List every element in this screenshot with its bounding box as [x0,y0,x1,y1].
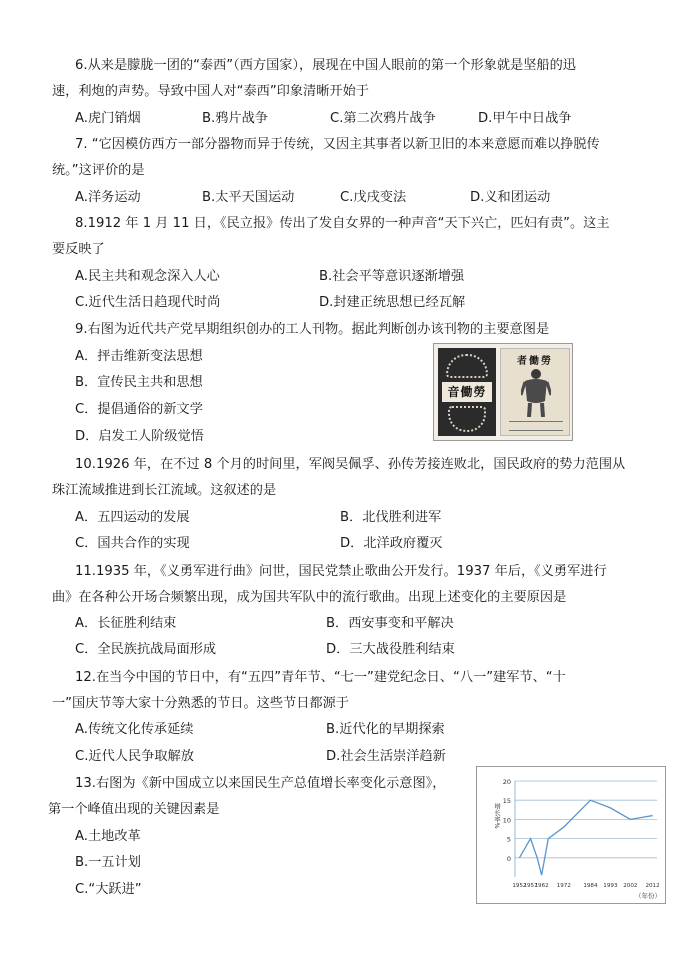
q9-option-a: A．抨击维新变法思想 [75,349,203,364]
q10-line-2: 珠江流域推进到长江流域。这叙述的是 [52,483,277,498]
poster-right-title: 者働勞 [517,356,553,367]
q13-line-2: 第一个峰值出现的关键因素是 [48,802,220,817]
ornament-top [446,354,488,378]
worker-figure-icon [521,367,551,417]
y-axis-label: 增长率% [493,803,501,829]
poster-cover-left [438,348,496,436]
q12-option-b: B.近代化的早期探索 [326,722,445,737]
q10-option-c: C．国共合作的实现 [75,536,190,551]
gnp-growth-chart [476,766,666,904]
q12-option-d: D.社会生活崇洋趋新 [326,749,446,764]
q9-option-d: D．启发工人阶级觉悟 [75,429,204,444]
x-tick-label-1984: 1984 [583,883,598,889]
q6-option-b: B.鸦片战争 [202,111,268,126]
q8-option-d: D.封建正统思想已经瓦解 [319,295,466,310]
poster-left-title: 音働勞 [442,382,492,402]
q6-line-1: 6.从来是朦胧一团的“泰西”（西方国家），展现在中国人眼前的第一个形象就是坚船的迅 [75,58,576,73]
x-tick-label-2012: 2012 [645,883,660,889]
labor-journal-image [433,343,573,441]
q7-line-2: 统。”这评价的是 [52,163,145,178]
q8-option-c: C.近代生活日趋现代时尚 [75,295,221,310]
y-tick-label-15: 15 [502,797,511,806]
q7-option-d: D.义和团运动 [470,190,551,205]
q10-option-b: B．北伐胜利进军 [340,510,442,525]
q9-line-1: 9.右图为近代共产党早期组织创办的工人刊物。据此判断创办该刊物的主要意图是 [75,322,550,337]
y-tick-label-5: 5 [506,835,511,844]
q8-line-2: 要反映了 [52,242,105,257]
series-line-0 [519,800,652,875]
q10-option-d: D．北洋政府覆灭 [340,536,443,551]
q13-option-a: A.土地改革 [75,829,141,844]
y-tick-label-10: 10 [502,816,511,825]
q11-line-2: 曲》在各种公开场合频繁出现，成为国共军队中的流行歌曲。出现上述变化的主要原因是 [52,590,567,605]
q6-line-2: 速，利炮的声势。导致中国人对“泰西”印象清晰开始于 [52,84,369,99]
x-tick-label-1957: 1957 [523,883,538,889]
q11-option-c: C．全民族抗战局面形成 [75,642,217,657]
x-tick-label-2002: 2002 [623,883,638,889]
q9-option-c: C．提倡通俗的新文学 [75,402,203,417]
q13-option-b: B.一五计划 [75,855,141,870]
x-axis-label: （年份） [635,892,661,900]
poster-footer-lines [509,421,563,431]
q12-option-c: C.近代人民争取解放 [75,749,194,764]
q7-option-c: C.戊戌变法 [340,190,407,205]
x-tick-label-1993: 1993 [603,883,618,889]
q6-option-d: D.甲午中日战争 [478,111,572,126]
q13-option-c: C.“大跃进” [75,882,142,897]
q13-line-1: 13.右图为《新中国成立以来国民生产总值增长率变化示意图》， [75,776,446,791]
q7-option-b: B.太平天国运动 [202,190,295,205]
q12-option-a: A.传统文化传承延续 [75,722,194,737]
q12-line-2: 一”国庆节等大家十分熟悉的节日。这些节日都源于 [52,696,349,711]
q11-option-d: D．三大战役胜利结束 [326,642,455,657]
q11-line-1: 11.1935 年，《义勇军进行曲》问世，国民党禁止歌曲公开发行。1937 年后，《义勇军进行 [75,564,607,579]
q6-option-a: A.虎门销烟 [75,111,141,126]
x-tick-label-1952: 1952 [512,883,527,889]
y-tick-label-0: 0 [506,854,511,863]
chart-svg [477,767,665,903]
q9-option-b: B．宣传民主共和思想 [75,375,203,390]
q8-option-a: A.民主共和观念深入人心 [75,269,220,284]
x-tick-label-1962: 1962 [534,883,549,889]
q12-line-1: 12.在当今中国的节日中，有“五四”青年节、“七一”建党纪念日、“八一”建军节、“十 [75,670,566,685]
q11-option-a: A．长征胜利结束 [75,616,177,631]
q7-line-1: 7. “它因模仿西方一部分器物而异于传统，又因主其事者以新卫旧的本来意愿而难以挣脱传 [75,137,600,152]
x-tick-label-1972: 1972 [556,883,571,889]
poster-cover-right [500,348,570,436]
q6-option-c: C.第二次鸦片战争 [330,111,436,126]
q11-option-b: B．西安事变和平解决 [326,616,454,631]
q7-option-a: A.洋务运动 [75,190,141,205]
q8-option-b: B.社会平等意识逐渐增强 [319,269,465,284]
q10-option-a: A．五四运动的发展 [75,510,190,525]
q8-line-1: 8.1912 年 1 月 11 日，《民立报》传出了发自女界的一种声音“天下兴亡，匹妇有责”。这主 [75,216,610,231]
ornament-bottom [448,406,486,432]
y-tick-label-20: 20 [502,778,511,786]
q10-line-1: 10.1926 年，在不过 8 个月的时间里，军阀吴佩孚、孙传芳接连败北，国民政府的势力范围从 [75,457,626,472]
